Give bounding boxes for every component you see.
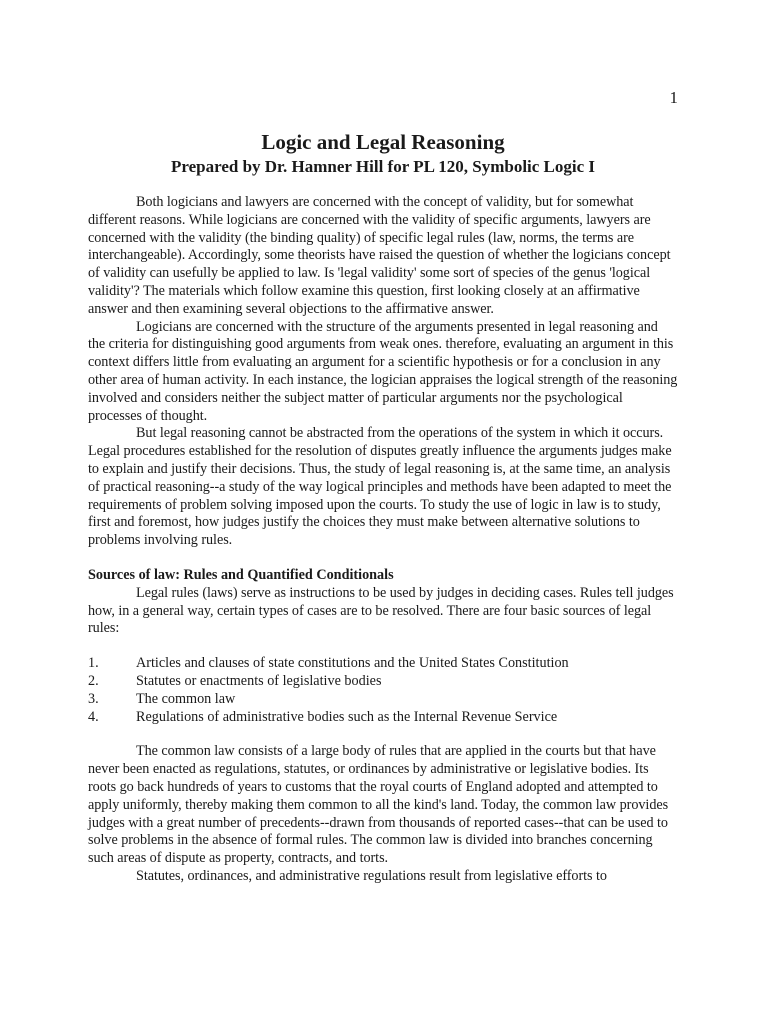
list-item	[88, 709, 678, 727]
document-title: Logic and Legal Reasoning	[261, 130, 505, 154]
paragraph-statutes: Statutes, ordinances, and administrative regulations result from legislative efforts to	[136, 867, 607, 884]
paragraph-intro-2: Logicians are concerned with the structure of the arguments presented in legal reasoning and the criteria for distinguishing good arguments from weak ones. therefore, evaluating an argument in this context differs little from evaluating an argument for a scientific hypothesis or for a conclusion in any other area of human activity. In each instance, the logician appraises the logical strength of the reasoning involved and considers neither the subject matter of particular arguments nor the psychological processes of thought.	[88, 318, 678, 424]
section-heading: Sources of law: Rules and Quantified Conditionals	[88, 566, 394, 583]
paragraph-common-law: The common law consists of a large body of rules that are applied in the courts but that have never been enacted as regulations, statutes, or ordinances by administrative or legislative bodies. Its roots go back hundreds of years to customs that the royal courts of England adopted and attempted to apply uniformly, thereby making them common to all the kind's land. Today, the common law provides judges with a great number of precedents--drawn from thousands of reported cases--that can be used to solve problems in the absence of formal rules. The common law is divided into branches concerning such areas of dispute as property, contracts, and torts.	[88, 743, 669, 867]
list-item-number: 2.	[88, 672, 99, 689]
paragraph-intro-1: Both logicians and lawyers are concerned with the concept of validity, but for somewhat different reasons. While logicians are concerned with the validity of specific arguments, lawyers are concerned with the validity (the binding quality) of specific legal rules (law, norms, the terms are interchangeable). Accordingly, some theorists have raised the question of whether the logicians concept of validity can usefully be applied to law. Is 'legal validity' some sort of species of the genus 'logical validity'? The materials which follow examine this question, first looking closely at an affirmative answer and then examining several objections to the affirmative answer.	[88, 194, 671, 317]
list-item-text: Statutes or enactments of legislative bodies	[136, 672, 382, 689]
list-item-text: Articles and clauses of state constitutions and the United States Constitution	[136, 655, 569, 672]
list-item-number: 1.	[88, 655, 99, 672]
list-item	[88, 655, 678, 673]
list-item-number: 4.	[88, 708, 99, 725]
document-subtitle: Prepared by Dr. Hamner Hill for PL 120, Symbolic Logic I	[170, 157, 596, 176]
list-item	[88, 673, 678, 691]
paragraph-intro-3: But legal reasoning cannot be abstracted from the operations of the system in which it occurs. Legal procedures established for the resolution of disputes greatly influence the arguments judges make to explain and justify their decisions. Thus, the study of legal reasoning is, at the same time, an analysis of practical reasoning--a study of the way logical principles and methods have been adapted to meet the requirements of problem solving imposed upon the courts. To study the use of logic in law is to study, first and foremost, how judges justify the choices they must make between alternative solutions to problems involving rules.	[88, 425, 672, 549]
list-item-text: The common law	[136, 690, 236, 707]
page-number: 1	[669, 88, 678, 107]
list-item-text: Regulations of administrative bodies such as the Internal Revenue Service	[136, 708, 558, 725]
list-item-number: 3.	[88, 690, 99, 707]
sources-list	[88, 655, 678, 726]
paragraph-section-intro: Legal rules (laws) serve as instructions to be used by judges in deciding cases. Rules tell judges how, in a general way, certain types of cases are to be resolved. There are four basic sources of legal rules:	[88, 584, 674, 637]
list-item	[88, 691, 678, 709]
document-body	[88, 128, 678, 886]
